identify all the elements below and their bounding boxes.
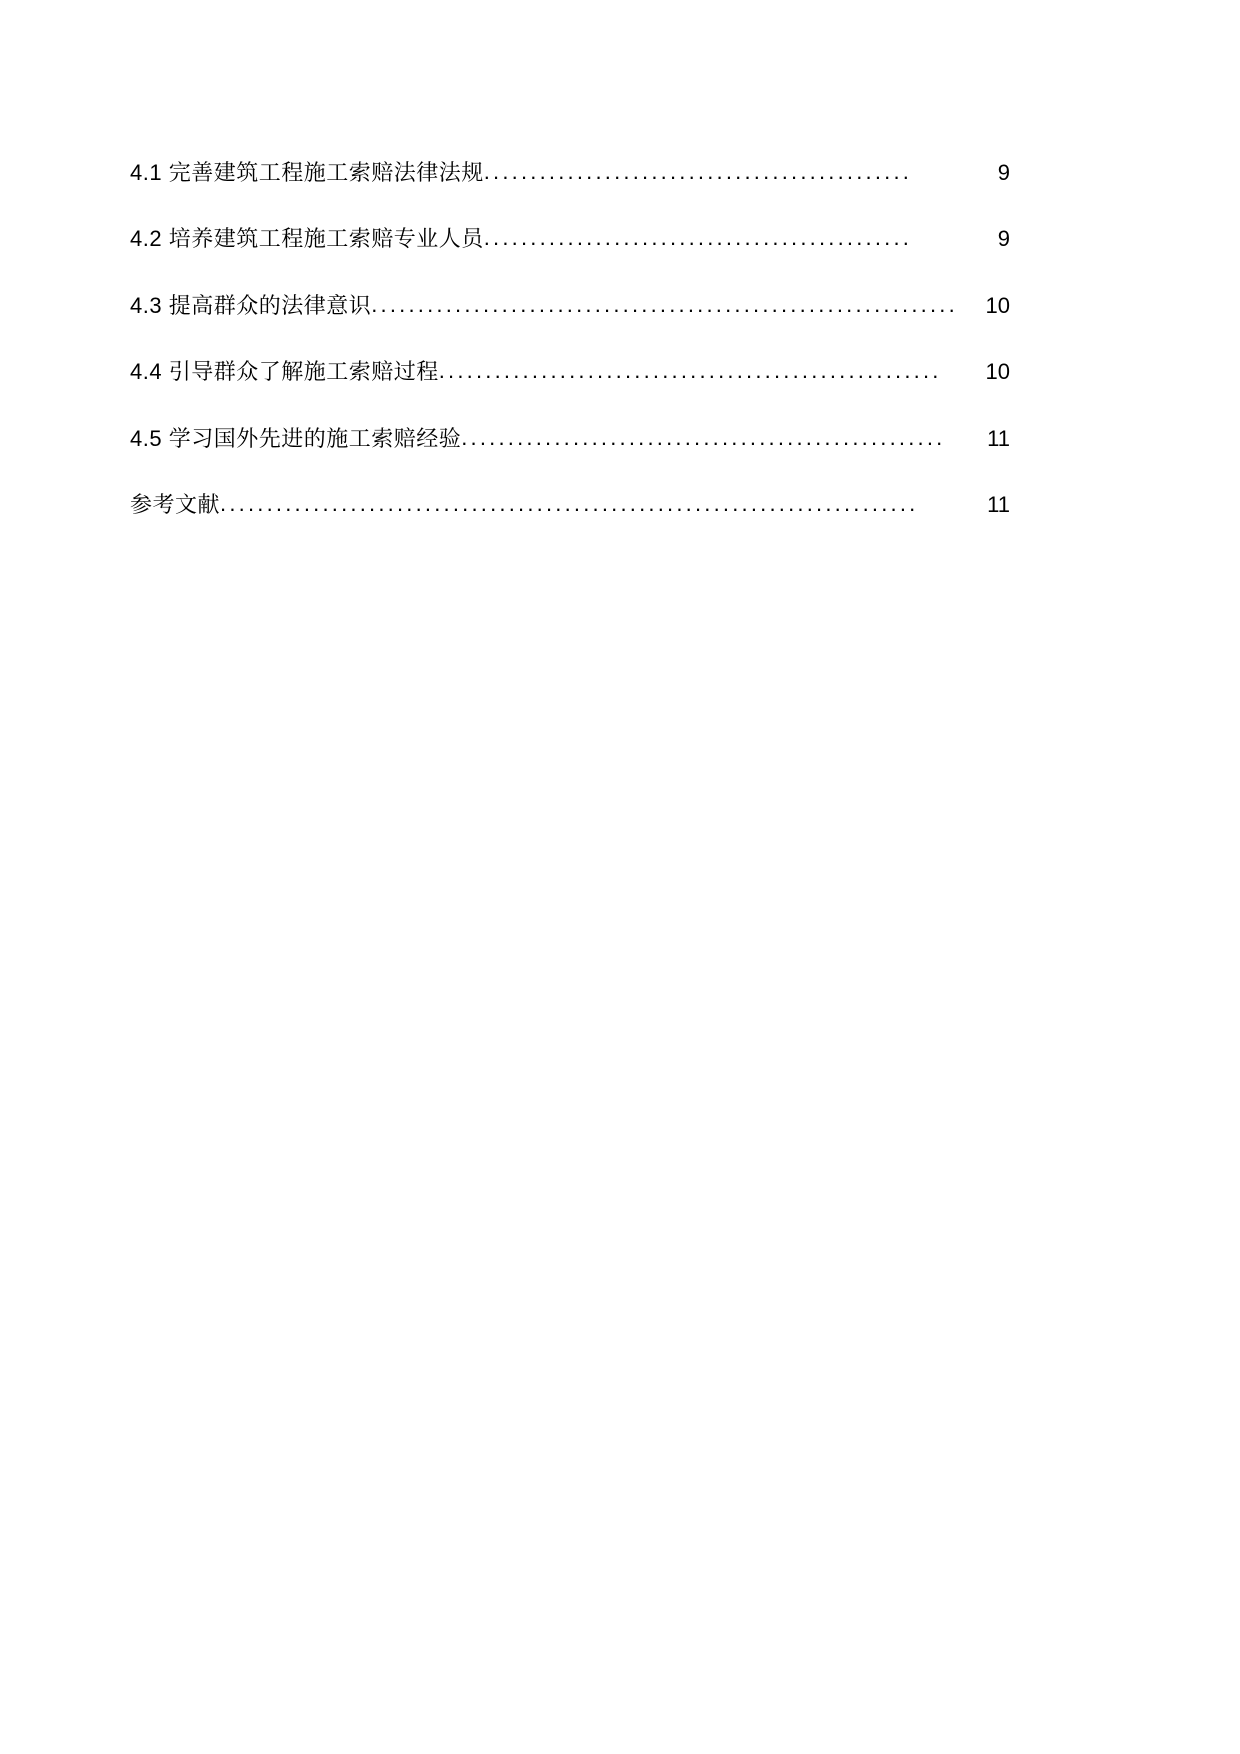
toc-entry[interactable]: [130, 226, 1010, 252]
toc-page-number: 10: [985, 292, 1010, 318]
toc-entry-title: 4.3 提高群众的法律意识: [130, 292, 372, 318]
toc-entry[interactable]: [130, 359, 1010, 385]
toc-entry-title: 参考文献: [130, 491, 221, 517]
toc-leader-dots: ...........................................................................: [220, 491, 919, 516]
toc-entry-title: 4.2 培养建筑工程施工索赔专业人员: [130, 226, 484, 252]
toc-entry[interactable]: [130, 293, 1010, 319]
toc-entry-title: 4.1 完善建筑工程施工索赔法律法规: [130, 160, 484, 185]
toc-entry[interactable]: [130, 426, 1010, 452]
toc-leader-dots: ...............................................................: [371, 292, 958, 317]
toc-entry-title: 4.5 学习国外先进的施工索赔经验: [130, 425, 462, 451]
table-of-contents: [130, 160, 1010, 558]
toc-leader-dots: ..............................................: [483, 226, 913, 251]
toc-leader-dots: ..............................................: [483, 160, 913, 184]
toc-leader-dots: ......................................................: [438, 359, 942, 384]
toc-page-number: 11: [987, 425, 1010, 451]
toc-entry-title: 4.4 引导群众了解施工索赔过程: [130, 359, 439, 385]
toc-page-number: 9: [997, 160, 1010, 185]
toc-entry[interactable]: [130, 492, 1010, 518]
toc-leader-dots: ....................................................: [461, 425, 946, 450]
toc-entry[interactable]: [130, 160, 1010, 186]
toc-page-number: 11: [987, 491, 1010, 517]
toc-page-number: 10: [985, 359, 1010, 385]
toc-page-number: 9: [997, 226, 1010, 252]
